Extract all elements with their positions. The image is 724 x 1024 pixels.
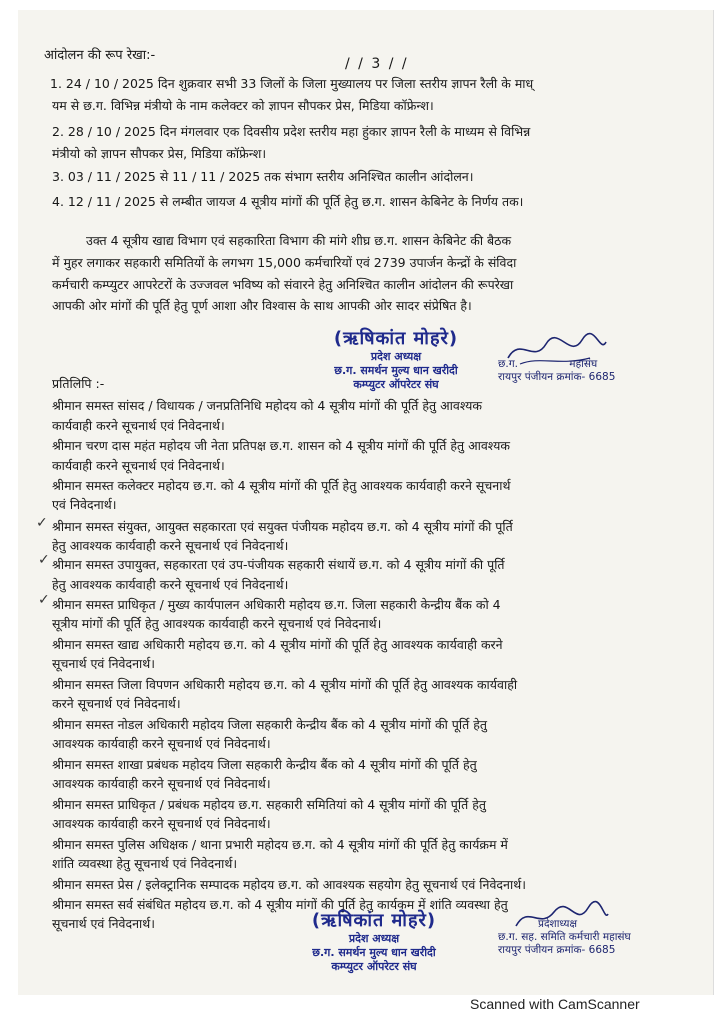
stamp-role: प्रदेश अध्यक्ष [370, 350, 422, 363]
copy-line: सूचनार्थ एवं निवेदनार्थ। [52, 656, 156, 671]
copy-line: कार्यवाही करने सूचनार्थ एवं निवेदनार्थ। [52, 418, 225, 433]
point-line: मंत्रीयो को ज्ञापन सौपकर प्रेस, मिडिया कॉफ्रेन्श। [52, 146, 267, 161]
copy-line: श्रीमान समस्त नोडल अधिकारी महोदय जिला सहकारी केन्द्रीय बैंक को 4 सूत्रीय मांगों की पूर्ति हेतु [52, 717, 487, 732]
paragraph-line: उक्त 4 सूत्रीय खाद्य विभाग एवं सहकारिता विभाग की मांगे शीघ्र छ.ग. शासन केबिनेट की बैठक [86, 233, 512, 248]
point-line: यम से छ.ग. विभिन्न मंत्रीयो के नाम कलेक्टर को ज्ञापन सौपकर प्रेस, मिडिया कॉफ्रेन्श। [52, 98, 434, 113]
copy-line: श्रीमान चरण दास महंत महोदय जी नेता प्रतिपक्ष छ.ग. शासन को 4 सूत्रीय मांगों की पूर्ति हेतु आवश्यक [52, 438, 510, 453]
point-line: 2. 28 / 10 / 2025 दिन मंगलवार एक दिवसीय प्रदेश स्तरीय महा हुंकार ज्ञापन रैली के माध्यम से विभिन्न [52, 124, 531, 139]
stamp-org-line2: कम्प्युटर ऑपरेटर संघ [353, 378, 439, 391]
copy-line: सूत्रीय मांगों की पूर्ति हेतु आवश्यक कार्यवाही करने सूचनार्थ एवं निवेदनार्थ। [52, 616, 382, 631]
copy-line: श्रीमान समस्त कलेक्टर महोदय छ.ग. को 4 सूत्रीय मांगों की पूर्ति हेतु आवश्यक कार्यवाही करने सूचनार्थ [52, 478, 511, 493]
stamp-name: (ऋषिकांत मोहरे) [311, 910, 437, 931]
copy-line: श्रीमान समस्त सर्व संबंधित महोदय छ.ग. को 4 सूत्रीय मांगों की पूर्ति हेतु कार्यकम में शांति व्यवस्था हेतु [52, 897, 508, 912]
paragraph-line: आपकी ओर मांगों की पूर्ति हेतु पूर्ण आशा और विश्वास के साथ आपकी ओर सादर संप्रेषित है। [52, 298, 472, 313]
copy-line: हेतु आवश्यक कार्यवाही करने सूचनार्थ एवं निवेदनार्थ। [52, 577, 289, 592]
copy-line: श्रीमान समस्त शाखा प्रबंधक महोदय जिला सहकारी केन्द्रीय बैंक को 4 सूत्रीय मांगों की पूर्ति हेतु [52, 757, 477, 772]
stamp-org-line1: छ.ग. समर्थन मुल्य धान खरीदी [334, 364, 458, 377]
copy-line: श्रीमान समस्त जिला विपणन अधिकारी महोदय छ.ग. को 4 सूत्रीय मांगों की पूर्ति हेतु आवश्यक कार्यवाही [52, 677, 518, 692]
signature-org-short: छ.ग. [498, 358, 518, 370]
president-stamp-bottom [274, 908, 474, 974]
signature-org: छ.ग. सह. समिति कर्मचारी महासंघ [498, 931, 631, 943]
check-mark-icon: ✓ [38, 552, 50, 568]
point-line: 3. 03 / 11 / 2025 से 11 / 11 / 2025 तक संभाग स्तरीय अनिश्चित कालीन आंदोलन। [52, 169, 474, 184]
signature-block-bottom [498, 918, 688, 957]
paragraph-line: में मुहर लगाकर सहकारी समितियों के लगभग 15,000 कर्मचारियों एवं 2739 उपार्जन केन्द्रों के संविदा [52, 255, 517, 270]
copy-line: श्रीमान समस्त पुलिस अधिक्षक / थाना प्रभारी महोदय छ.ग. को 4 सूत्रीय मांगों की पूर्ति हेतु कार्यक्रम में [52, 837, 508, 852]
copy-line: आवश्यक कार्यवाही करने सूचनार्थ एवं निवेदनार्थ। [52, 776, 271, 791]
copy-line: श्रीमान समस्त सांसद / विधायक / जनप्रतिनिधि महोदय को 4 सूत्रीय मांगों की पूर्ति हेतु आवश्यक [52, 398, 483, 413]
copy-line: श्रीमान समस्त संयुक्त, आयुक्त सहकारता एवं सयुक्त पंजीयक महोदय छ.ग. को 4 सूत्रीय मांगों की पूर्ति [52, 519, 513, 534]
stamp-org-line2: कम्प्युटर ऑपरेटर संघ [331, 960, 417, 973]
copy-label: प्रतिलिपि :- [52, 376, 105, 391]
page-number: / / 3 / / [345, 56, 409, 72]
point-line: 4. 12 / 11 / 2025 से लम्बीत जायज 4 सूत्रीय मांगों की पूर्ति हेतु छ.ग. शासन केबिनेट के निर्णय तक। [52, 194, 524, 209]
signature-reg-number: रायपुर पंजीयन क्रमांक- 6685 [498, 944, 616, 956]
paragraph-line: कर्मचारी कम्प्युटर आपरेटरों के उज्जवल भविष्य को संवारने हेतु अनिश्चित कालीन आंदोलन की रूपरेखा [52, 277, 514, 292]
copy-line: करने सूचनार्थ एवं निवेदनार्थ। [52, 696, 181, 711]
stamp-name: (ऋषिकांत मोहरे) [333, 328, 459, 349]
signature-reg-number: रायपुर पंजीयन क्रमांक- 6685 [498, 371, 616, 383]
signature-scribble-top-icon [500, 330, 610, 370]
copy-line: सूचनार्थ एवं निवेदनार्थ। [52, 916, 156, 931]
check-mark-icon: ✓ [36, 515, 48, 531]
copy-line: हेतु आवश्यक कार्यवाही करने सूचनार्थ एवं निवेदनार्थ। [52, 538, 289, 553]
copy-line: श्रीमान समस्त प्रेस / इलेक्ट्रानिक सम्पादक महोदय छ.ग. को आवश्यक सहयोग हेतु सूचनार्थ एवं निवेदनार्थ। [52, 877, 526, 892]
copy-line: आवश्यक कार्यवाही करने सूचनार्थ एवं निवेदनार्थ। [52, 736, 271, 751]
copy-line: आवश्यक कार्यवाही करने सूचनार्थ एवं निवेदनार्थ। [52, 816, 271, 831]
copy-line: श्रीमान समस्त प्राधिकृत / प्रबंधक महोदय छ.ग. सहकारी समितियां को 4 सूत्रीय मांगों की पूर्ति हेतु [52, 797, 486, 812]
plan-heading: आंदोलन की रूप रेखा:- [44, 48, 156, 63]
scanner-watermark: Scanned with CamScanner [470, 996, 640, 1012]
copy-line: श्रीमान समस्त उपायुक्त, सहकारता एवं उप-पंजीयक सहकारी संथायें छ.ग. को 4 सूत्रीय मांगों की पूर्ति [52, 557, 505, 572]
copy-line: कार्यवाही करने सूचनार्थ एवं निवेदनार्थ। [52, 458, 225, 473]
check-mark-icon: ✓ [38, 592, 50, 608]
point-line: 1. 24 / 10 / 2025 दिन शुक्रवार सभी 33 जिलों के जिला मुख्यालय पर जिला स्तरीय ज्ञापन रैली के माध् [50, 76, 534, 91]
copy-line: श्रीमान समस्त प्राधिकृत / मुख्य कार्यपालन अधिकारी महोदय छ.ग. जिला सहकारी केन्द्रीय बैंक को 4 [52, 597, 501, 612]
copy-line: श्रीमान समस्त खाद्य अधिकारी महोदय छ.ग. को 4 सूत्रीय मांगों की पूर्ति हेतु आवश्यक कार्यवाही करने [52, 637, 503, 652]
signature-title: प्रदेशाध्यक्ष [538, 918, 577, 930]
stamp-role: प्रदेश अध्यक्ष [348, 932, 400, 945]
president-stamp-top [296, 326, 496, 392]
copy-line: शांति व्यवस्था हेतु सूचनार्थ एवं निवेदनार्थ। [52, 856, 238, 871]
signature-org-suffix: महासंघ [569, 358, 598, 370]
copy-line: एवं निवेदनार्थ। [52, 497, 117, 512]
stamp-org-line1: छ.ग. समर्थन मुल्य धान खरीदी [312, 946, 436, 959]
